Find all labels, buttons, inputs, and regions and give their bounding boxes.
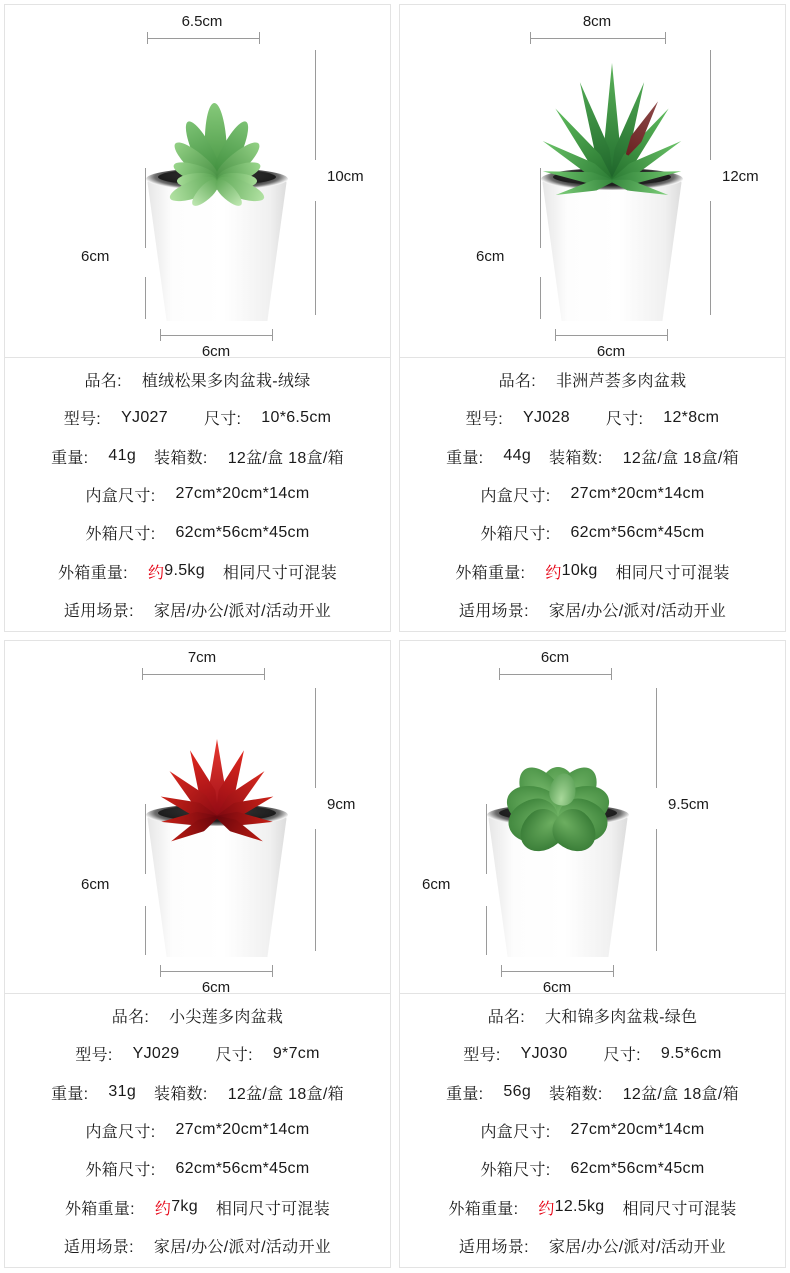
spec-row-weight [5, 1073, 390, 1111]
dimension-bottom-line [160, 335, 272, 336]
spec-row-name [5, 996, 390, 1034]
spec-label-scene: 适用场景: [458, 603, 529, 621]
spec-value-weight: 31g [108, 1083, 137, 1101]
spec-row-scene [5, 591, 390, 629]
product-cell [395, 0, 790, 636]
spec-value-weight: 56g [503, 1083, 532, 1101]
spec-label-pack-qty: 装箱数: [154, 449, 208, 467]
dimension-bottom-width-label: 6cm [596, 343, 626, 357]
product-photo-yj029 [5, 641, 390, 993]
spec-label-size: 尺寸: [203, 411, 242, 429]
dimension-tick [501, 965, 502, 977]
spec-row-scene [400, 1227, 785, 1265]
spec-value-size: 9.5*6cm [660, 1044, 722, 1062]
spec-label-outer-box-weight: 外箱重量: [448, 1200, 519, 1218]
dimension-bottom-line [160, 971, 272, 972]
spec-row-name [400, 360, 785, 398]
spec-value-name: 小尖莲多肉盆栽 [169, 1008, 284, 1026]
spec-label-outer-box-size: 外箱尺寸: [85, 1162, 156, 1180]
spec-label-weight: 重量: [446, 1085, 484, 1103]
product-cell [0, 636, 395, 1272]
spec-label-model: 型号: [75, 1047, 113, 1065]
spec-label-size: 尺寸: [215, 1047, 253, 1065]
dimension-total-height-label: 9.5cm [668, 796, 709, 813]
dimension-tick [555, 329, 556, 341]
dimension-pot-height-label: 6cm [81, 248, 110, 265]
spec-table-yj027 [5, 357, 390, 631]
spec-value-name: 非洲芦荟多肉盆栽 [555, 372, 687, 390]
spec-row-inner-box [5, 475, 390, 513]
spec-value-pack-qty: 12盆/盒 18盒/箱 [227, 1085, 344, 1103]
spec-value-outer-weight: 12.5kg [554, 1198, 605, 1216]
spec-value-model: YJ029 [132, 1044, 180, 1062]
spec-value-size: 10*6.5cm [261, 408, 332, 426]
product-cell [0, 0, 395, 636]
spec-label-inner-box-size: 内盒尺寸: [480, 1123, 551, 1141]
spec-row-scene [5, 1227, 390, 1265]
spec-row-outer-box [5, 514, 390, 552]
spec-row-name [400, 996, 785, 1034]
spec-table-yj029 [5, 993, 390, 1267]
spec-value-outer-weight: 10kg [561, 562, 598, 580]
plant-illustration [400, 667, 757, 957]
spec-label-pack-qty: 装箱数: [549, 1085, 603, 1103]
dimension-pot-height-label: 6cm [476, 248, 505, 265]
spec-value-model: YJ028 [523, 408, 570, 426]
spec-row-model [5, 1034, 390, 1072]
spec-label-model: 型号: [63, 411, 102, 429]
dimension-total-height-label: 10cm [327, 168, 364, 185]
spec-value-mix-note: 相同尺寸可混装 [622, 1200, 737, 1218]
dimension-tick [613, 965, 614, 977]
spec-label-name: 品名: [487, 1008, 525, 1026]
dimension-tick [160, 965, 161, 977]
dimension-top-width-label: 6cm [540, 649, 570, 666]
spec-row-outer-box [400, 514, 785, 552]
spec-value-weight: 44g [503, 447, 532, 465]
dimension-total-height-label: 9cm [327, 796, 356, 813]
spec-label-model: 型号: [463, 1047, 501, 1065]
dimension-bottom-width-label: 6cm [201, 979, 231, 993]
spec-label-name: 品名: [84, 372, 122, 390]
product-card-yj029 [4, 640, 391, 1268]
spec-label-name: 品名: [111, 1008, 150, 1026]
spec-value-outer-box-size: 62cm*56cm*45cm [175, 1159, 310, 1177]
spec-value-mix-note: 相同尺寸可混装 [215, 1200, 331, 1218]
spec-label-size: 尺寸: [603, 1047, 641, 1065]
spec-value-inner-box-size: 27cm*20cm*14cm [175, 485, 310, 503]
dimension-top-width-label: 7cm [187, 649, 217, 666]
spec-row-model [400, 398, 785, 436]
spec-row-weight [5, 437, 390, 475]
spec-value-outer-weight-approx: 约 [154, 1200, 172, 1218]
spec-value-scene: 家居/办公/派对/活动开业 [548, 1239, 727, 1257]
plant-pot [542, 179, 682, 321]
spec-label-outer-box-size: 外箱尺寸: [480, 1162, 551, 1180]
spec-value-pack-qty: 12盆/盒 18盒/箱 [622, 449, 739, 467]
spec-row-weight [400, 1073, 785, 1111]
dimension-top-width-label: 8cm [582, 13, 612, 30]
spec-label-size: 尺寸: [605, 411, 644, 429]
spec-label-outer-box-weight: 外箱重量: [57, 564, 128, 582]
spec-label-weight: 重量: [446, 449, 484, 467]
spec-value-size: 9*7cm [272, 1044, 320, 1062]
spec-row-name [5, 360, 390, 398]
spec-value-scene: 家居/办公/派对/活动开业 [548, 603, 727, 621]
spec-value-outer-weight-approx: 约 [147, 564, 165, 582]
product-photo-yj028 [400, 5, 785, 357]
dimension-tick [667, 329, 668, 341]
product-card-yj027 [4, 4, 391, 632]
product-photo-yj030 [400, 641, 785, 993]
dimension-tick [160, 329, 161, 341]
plant-pot [147, 815, 287, 957]
spec-value-mix-note: 相同尺寸可混装 [222, 564, 337, 582]
dimension-bottom-width-label: 6cm [542, 979, 572, 993]
dimension-tick [272, 329, 273, 341]
spec-label-inner-box-size: 内盒尺寸: [85, 487, 156, 505]
product-photo-yj027 [5, 5, 390, 357]
spec-value-inner-box-size: 27cm*20cm*14cm [175, 1121, 310, 1139]
spec-row-weight [400, 437, 785, 475]
spec-row-outer-box [5, 1150, 390, 1188]
spec-label-scene: 适用场景: [63, 1239, 134, 1257]
spec-label-outer-box-size: 外箱尺寸: [85, 526, 156, 544]
spec-label-name: 品名: [498, 372, 536, 390]
spec-row-model [5, 398, 390, 436]
dimension-tick [272, 965, 273, 977]
spec-label-scene: 适用场景: [458, 1239, 529, 1257]
spec-row-outer-box [400, 1150, 785, 1188]
spec-value-outer-box-size: 62cm*56cm*45cm [570, 1159, 705, 1177]
spec-value-pack-qty: 12盆/盒 18盒/箱 [227, 449, 344, 467]
spec-label-outer-box-weight: 外箱重量: [64, 1200, 135, 1218]
spec-label-outer-box-weight: 外箱重量: [455, 564, 526, 582]
spec-label-pack-qty: 装箱数: [154, 1085, 208, 1103]
spec-value-name: 大和锦多肉盆栽-绿色 [545, 1008, 698, 1026]
spec-value-outer-weight-approx: 约 [545, 564, 562, 582]
spec-value-outer-weight-approx: 约 [538, 1200, 555, 1218]
dimension-bottom-width-label: 6cm [201, 343, 231, 357]
product-cell [395, 636, 790, 1272]
dimension-pot-height-label: 6cm [81, 876, 110, 893]
spec-table-yj030 [400, 993, 785, 1267]
spec-table-yj028 [400, 357, 785, 631]
plant-illustration [416, 31, 785, 321]
spec-row-model [400, 1034, 785, 1072]
spec-value-inner-box-size: 27cm*20cm*14cm [570, 485, 705, 503]
spec-row-outer-weight [400, 1188, 785, 1226]
spec-label-outer-box-size: 外箱尺寸: [480, 526, 551, 544]
spec-label-inner-box-size: 内盒尺寸: [480, 487, 551, 505]
spec-label-weight: 重量: [51, 1085, 89, 1103]
spec-value-size: 12*8cm [663, 408, 720, 426]
spec-row-outer-weight [5, 1188, 390, 1226]
spec-row-outer-weight [400, 552, 785, 590]
spec-label-weight: 重量: [51, 449, 89, 467]
spec-row-scene [400, 591, 785, 629]
spec-row-inner-box [5, 1111, 390, 1149]
spec-row-inner-box [400, 1111, 785, 1149]
spec-value-pack-qty: 12盆/盒 18盒/箱 [622, 1085, 739, 1103]
dimension-bottom-line [555, 335, 667, 336]
spec-value-mix-note: 相同尺寸可混装 [615, 564, 730, 582]
spec-value-outer-weight: 7kg [171, 1198, 198, 1216]
spec-label-model: 型号: [465, 411, 504, 429]
dimension-bottom-line [501, 971, 613, 972]
spec-label-inner-box-size: 内盒尺寸: [85, 1123, 156, 1141]
spec-value-inner-box-size: 27cm*20cm*14cm [570, 1121, 705, 1139]
dimension-top-width-label: 6.5cm [181, 13, 223, 30]
dimension-total-height-label: 12cm [722, 168, 759, 185]
spec-value-outer-box-size: 62cm*56cm*45cm [175, 523, 310, 541]
product-card-yj028 [399, 4, 786, 632]
plant-illustration [21, 667, 390, 957]
spec-value-weight: 41g [108, 447, 137, 465]
spec-label-scene: 适用场景: [63, 603, 134, 621]
spec-value-model: YJ030 [520, 1044, 568, 1062]
spec-value-outer-weight: 9.5kg [164, 562, 205, 580]
spec-value-scene: 家居/办公/派对/活动开业 [153, 603, 332, 621]
spec-row-outer-weight [5, 552, 390, 590]
spec-value-model: YJ027 [121, 408, 168, 426]
spec-label-pack-qty: 装箱数: [549, 449, 603, 467]
spec-value-scene: 家居/办公/派对/活动开业 [153, 1239, 332, 1257]
dimension-pot-height-label: 6cm [422, 876, 451, 893]
spec-value-outer-box-size: 62cm*56cm*45cm [570, 523, 705, 541]
plant-pot [147, 179, 287, 321]
spec-value-name: 植绒松果多肉盆栽-绒绿 [141, 372, 311, 390]
plant-illustration [21, 31, 390, 321]
spec-row-inner-box [400, 475, 785, 513]
product-card-yj030 [399, 640, 786, 1268]
